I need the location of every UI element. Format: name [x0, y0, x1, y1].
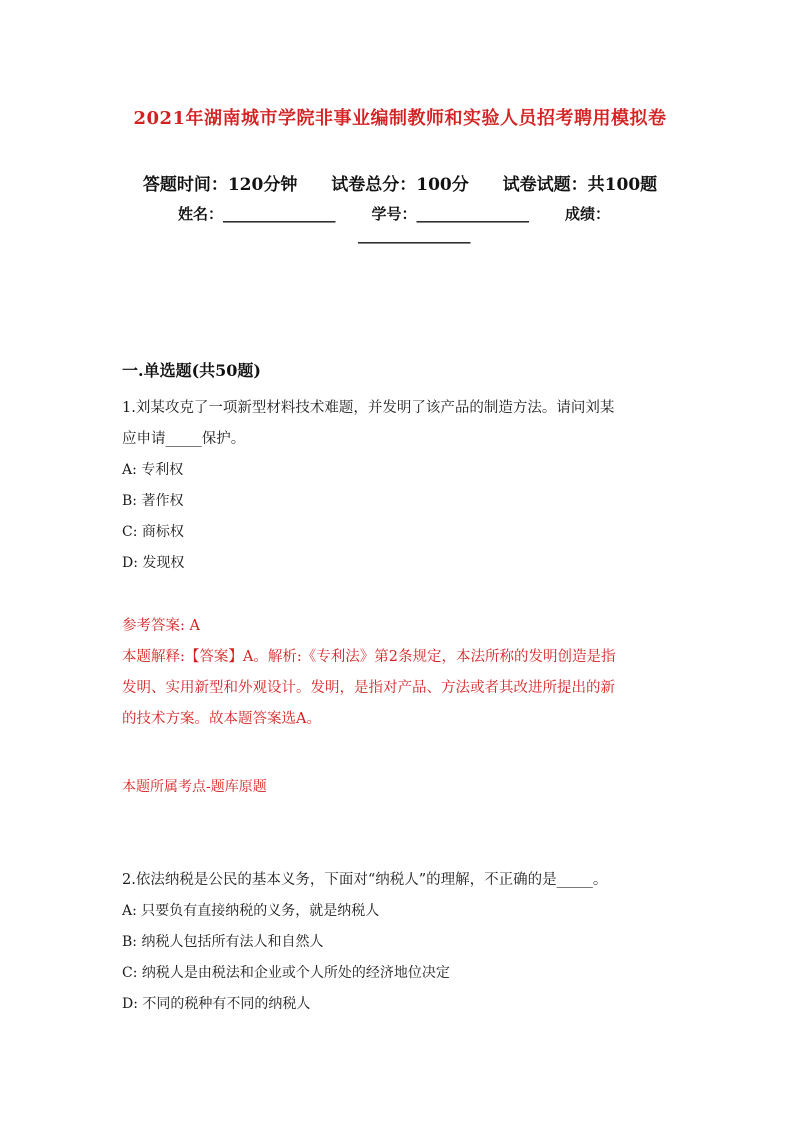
option-d[interactable]: D: 不同的税种有不同的纳税人	[122, 996, 311, 1012]
student-info	[178, 203, 698, 224]
explanation-line: 本题解释:【答案】A。解析:《专利法》第2条规定，本法所称的发明创造是指	[122, 649, 616, 665]
question-stem: 应申请_____保护。	[122, 431, 246, 447]
option-b[interactable]: B: 纳税人包括所有法人和自然人	[122, 934, 324, 950]
section-title: 一.单选题(共50题)	[122, 361, 261, 380]
option-b[interactable]: B: 著作权	[122, 493, 184, 509]
reference-answer: 参考答案: A	[122, 618, 200, 634]
answer-block-1	[122, 611, 682, 735]
option-d[interactable]: D: 发现权	[122, 555, 185, 571]
name-field[interactable]: 姓名：_______________	[178, 205, 336, 223]
option-a[interactable]: A: 专利权	[122, 462, 184, 478]
question-1	[122, 393, 682, 579]
grade-field[interactable]: _______________	[358, 226, 471, 244]
exam-meta	[0, 170, 800, 195]
question-2	[122, 865, 682, 1020]
grade-field-label: 成绩：	[565, 205, 611, 223]
option-a[interactable]: A: 只要负有直接纳税的义务，就是纳税人	[122, 903, 380, 919]
explanation-line: 发明、实用新型和外观设计。发明，是指对产品、方法或者其改进所提出的新	[122, 680, 615, 696]
exam-score: 试卷总分：100分	[331, 175, 469, 195]
option-c[interactable]: C: 纳税人是由税法和企业或个人所处的经济地位决定	[122, 965, 450, 981]
question-stem: 1.刘某攻克了一项新型材料技术难题，并发明了该产品的制造方法。请问刘某	[122, 400, 615, 416]
explanation-line: 的技术方案。故本题答案选A。	[122, 711, 321, 727]
option-c[interactable]: C: 商标权	[122, 524, 184, 540]
question-stem: 2.依法纳税是公民的基本义务，下面对“纳税人”的理解，不正确的是_____。	[122, 872, 608, 888]
id-field[interactable]: 学号：_______________	[371, 205, 530, 223]
exam-time: 答题时间：120分钟	[142, 175, 298, 195]
exam-count: 试卷试题：共100题	[502, 175, 658, 195]
exam-title: 2021年湖南城市学院非事业编制教师和实验人员招考聘用模拟卷	[133, 108, 667, 129]
question-source: 本题所属考点-题库原题	[122, 779, 267, 795]
